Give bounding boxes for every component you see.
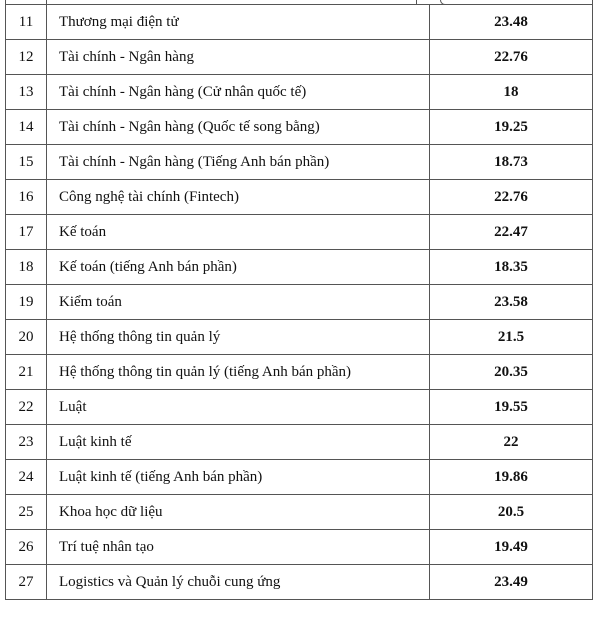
row-number: 14 [6, 110, 47, 145]
row-number: 26 [6, 530, 47, 565]
table-row [6, 565, 593, 600]
admission-score: 23.48 [430, 5, 593, 40]
program-name: Kế toán (tiếng Anh bán phần) [47, 250, 430, 285]
admission-score: 23.49 [430, 565, 593, 600]
table-row [6, 425, 593, 460]
program-name: Trí tuệ nhân tạo [47, 530, 430, 565]
row-number: 15 [6, 145, 47, 180]
admission-score: 19.25 [430, 110, 593, 145]
table-row [6, 5, 593, 40]
row-number: 11 [6, 5, 47, 40]
program-name: Tài chính - Ngân hàng (Cử nhân quốc tế) [47, 75, 430, 110]
admission-score: 23.58 [430, 285, 593, 320]
admission-score: 20.35 [430, 355, 593, 390]
row-number: 22 [6, 390, 47, 425]
admission-score: 18 [430, 75, 593, 110]
program-name: Kiểm toán [47, 285, 430, 320]
program-name: Luật [47, 390, 430, 425]
admission-score: 22.76 [430, 40, 593, 75]
table-row [6, 180, 593, 215]
program-name: Logistics và Quản lý chuỗi cung ứng [47, 565, 430, 600]
program-name: Hệ thống thông tin quản lý [47, 320, 430, 355]
program-name: Tài chính - Ngân hàng [47, 40, 430, 75]
program-name: Công nghệ tài chính (Fintech) [47, 180, 430, 215]
admission-score: 19.55 [430, 390, 593, 425]
row-number: 25 [6, 495, 47, 530]
program-name: Kế toán [47, 215, 430, 250]
table-row [6, 495, 593, 530]
admission-score: 18.35 [430, 250, 593, 285]
row-number: 18 [6, 250, 47, 285]
admission-score: 22.47 [430, 215, 593, 250]
row-number: 17 [6, 215, 47, 250]
row-number: 21 [6, 355, 47, 390]
table-body [6, 5, 593, 600]
admission-score: 19.49 [430, 530, 593, 565]
table-row [6, 110, 593, 145]
admission-score: 18.73 [430, 145, 593, 180]
admission-score: 22.76 [430, 180, 593, 215]
program-name: Tài chính - Ngân hàng (Quốc tế song bằng) [47, 110, 430, 145]
admission-score: 19.86 [430, 460, 593, 495]
row-number: 27 [6, 565, 47, 600]
table-row [6, 75, 593, 110]
table-row [6, 390, 593, 425]
row-number: 13 [6, 75, 47, 110]
table-row [6, 40, 593, 75]
admission-score-table [5, 4, 593, 600]
program-name: Hệ thống thông tin quản lý (tiếng Anh bán phần) [47, 355, 430, 390]
admission-score: 22 [430, 425, 593, 460]
table-row [6, 355, 593, 390]
program-name: Tài chính - Ngân hàng (Tiếng Anh bán phần) [47, 145, 430, 180]
table-row [6, 215, 593, 250]
table-row [6, 460, 593, 495]
row-number: 23 [6, 425, 47, 460]
row-number: 16 [6, 180, 47, 215]
admission-score: 20.5 [430, 495, 593, 530]
table-row [6, 530, 593, 565]
admission-score: 21.5 [430, 320, 593, 355]
program-name: Luật kinh tế (tiếng Anh bán phần) [47, 460, 430, 495]
program-name: Thương mại điện tử [47, 5, 430, 40]
table-row [6, 250, 593, 285]
row-number: 19 [6, 285, 47, 320]
row-number: 12 [6, 40, 47, 75]
program-name: Luật kinh tế [47, 425, 430, 460]
program-name: Khoa học dữ liệu [47, 495, 430, 530]
row-number: 24 [6, 460, 47, 495]
table-row [6, 285, 593, 320]
table-row [6, 145, 593, 180]
row-number: 20 [6, 320, 47, 355]
table-row [6, 320, 593, 355]
